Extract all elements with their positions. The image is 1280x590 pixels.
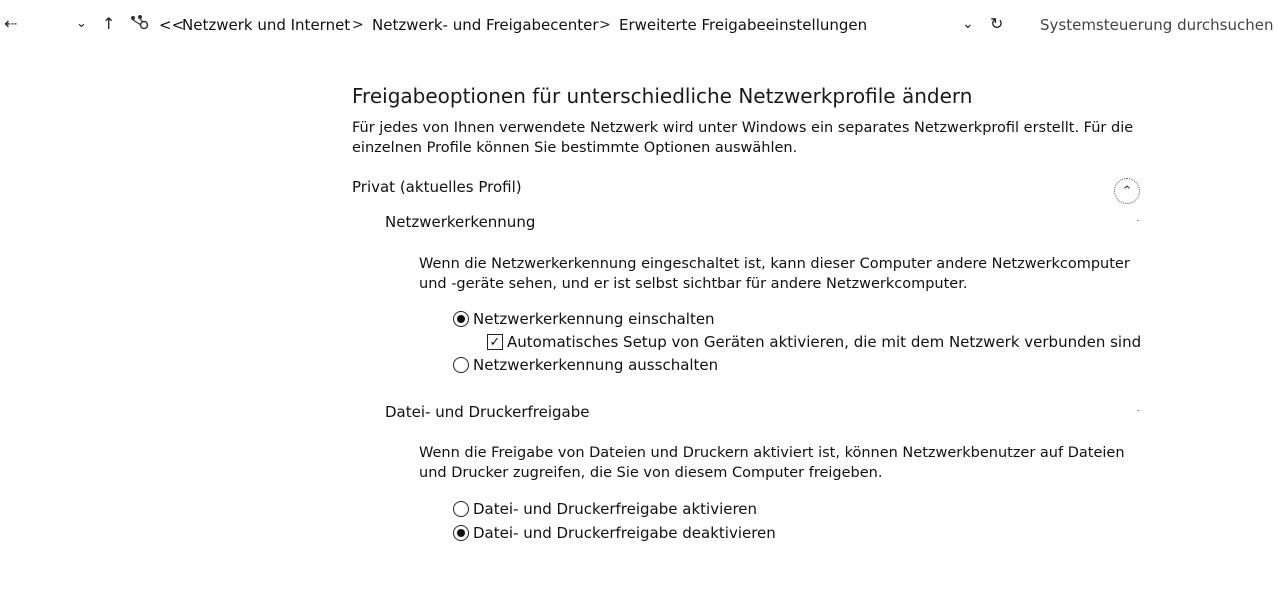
file-printer-sharing-off-label: Datei- und Druckerfreigabe deaktivieren bbox=[473, 524, 776, 542]
breadcrumb-separator: > bbox=[352, 17, 364, 33]
network-discovery-title: Netzwerkerkennung bbox=[385, 213, 536, 231]
radio-unselected[interactable] bbox=[453, 357, 469, 373]
network-discovery-on-option[interactable] bbox=[453, 309, 715, 329]
chevron-down-icon[interactable]: ⌄ bbox=[76, 16, 87, 31]
radio-selected[interactable] bbox=[453, 311, 469, 327]
network-discovery-off-label: Netzwerkerkennung ausschalten bbox=[473, 356, 719, 374]
network-discovery-off-option[interactable] bbox=[453, 355, 718, 375]
breadcrumb-item-freigabecenter[interactable]: Netzwerk- und Freigabecenter bbox=[372, 16, 599, 34]
profile-header-private[interactable]: Privat (aktuelles Profil) bbox=[352, 178, 522, 196]
radio-unselected[interactable] bbox=[453, 501, 469, 517]
page-description-line1: Für jedes von Ihnen verwendete Netzwerk wird unter Windows ein separates Netzwerkprofil erstellt. Für die bbox=[352, 120, 1134, 136]
network-discovery-on-label: Netzwerkerkennung einschalten bbox=[473, 310, 715, 328]
breadcrumb-item-erweiterte-freigabe[interactable]: Erweiterte Freigabeeinstellungen bbox=[619, 16, 868, 34]
auto-setup-option[interactable] bbox=[487, 332, 1141, 352]
file-printer-sharing-off-option[interactable] bbox=[453, 523, 776, 543]
refresh-icon[interactable]: ↻ bbox=[990, 14, 1004, 33]
breadcrumb-item-netzwerk-internet[interactable]: Netzwerk und Internet bbox=[182, 16, 351, 34]
divider-mark bbox=[1137, 410, 1139, 411]
file-printer-sharing-description-line2: und Drucker zugreifen, die Sie von diesem Computer freigeben. bbox=[419, 465, 883, 481]
file-printer-sharing-on-label: Datei- und Druckerfreigabe aktivieren bbox=[473, 500, 758, 518]
back-arrow-icon[interactable]: ⇠ bbox=[4, 14, 18, 33]
address-dropdown-chevron-icon[interactable]: ⌄ bbox=[962, 16, 974, 32]
page-description-line2: einzelnen Profile können Sie bestimmte Optionen auswählen. bbox=[352, 140, 798, 156]
file-printer-sharing-description-line1: Wenn die Freigabe von Dateien und Druckern aktiviert ist, können Netzwerkbenutzer auf Dateien bbox=[419, 445, 1125, 461]
breadcrumb-overflow[interactable]: << bbox=[159, 16, 185, 34]
file-printer-sharing-on-option[interactable] bbox=[453, 499, 757, 519]
up-arrow-icon[interactable]: ↑ bbox=[102, 14, 116, 33]
file-printer-sharing-title: Datei- und Druckerfreigabe bbox=[385, 403, 590, 421]
auto-setup-label: Automatisches Setup von Geräten aktivieren, die mit dem Netzwerk verbunden sind bbox=[507, 333, 1142, 351]
divider-mark bbox=[1137, 220, 1139, 221]
network-discovery-description-line2: und -geräte sehen, und er ist selbst sichtbar für andere Netzwerkcomputer. bbox=[419, 276, 968, 292]
radio-selected[interactable] bbox=[453, 525, 469, 541]
chevron-up-icon[interactable]: ⌃ bbox=[1114, 178, 1140, 204]
network-discovery-description-line1: Wenn die Netzwerkerkennung eingeschaltet ist, kann dieser Computer andere Netzwerkcomputer bbox=[419, 256, 1130, 272]
breadcrumb-separator: > bbox=[599, 17, 611, 33]
search-input[interactable]: Systemsteuerung durchsuchen bbox=[1040, 16, 1274, 34]
page-title: Freigabeoptionen für unterschiedliche Netzwerkprofile ändern bbox=[352, 84, 973, 108]
checkbox-checked[interactable]: ✓ bbox=[487, 334, 503, 350]
network-icon bbox=[130, 14, 152, 38]
